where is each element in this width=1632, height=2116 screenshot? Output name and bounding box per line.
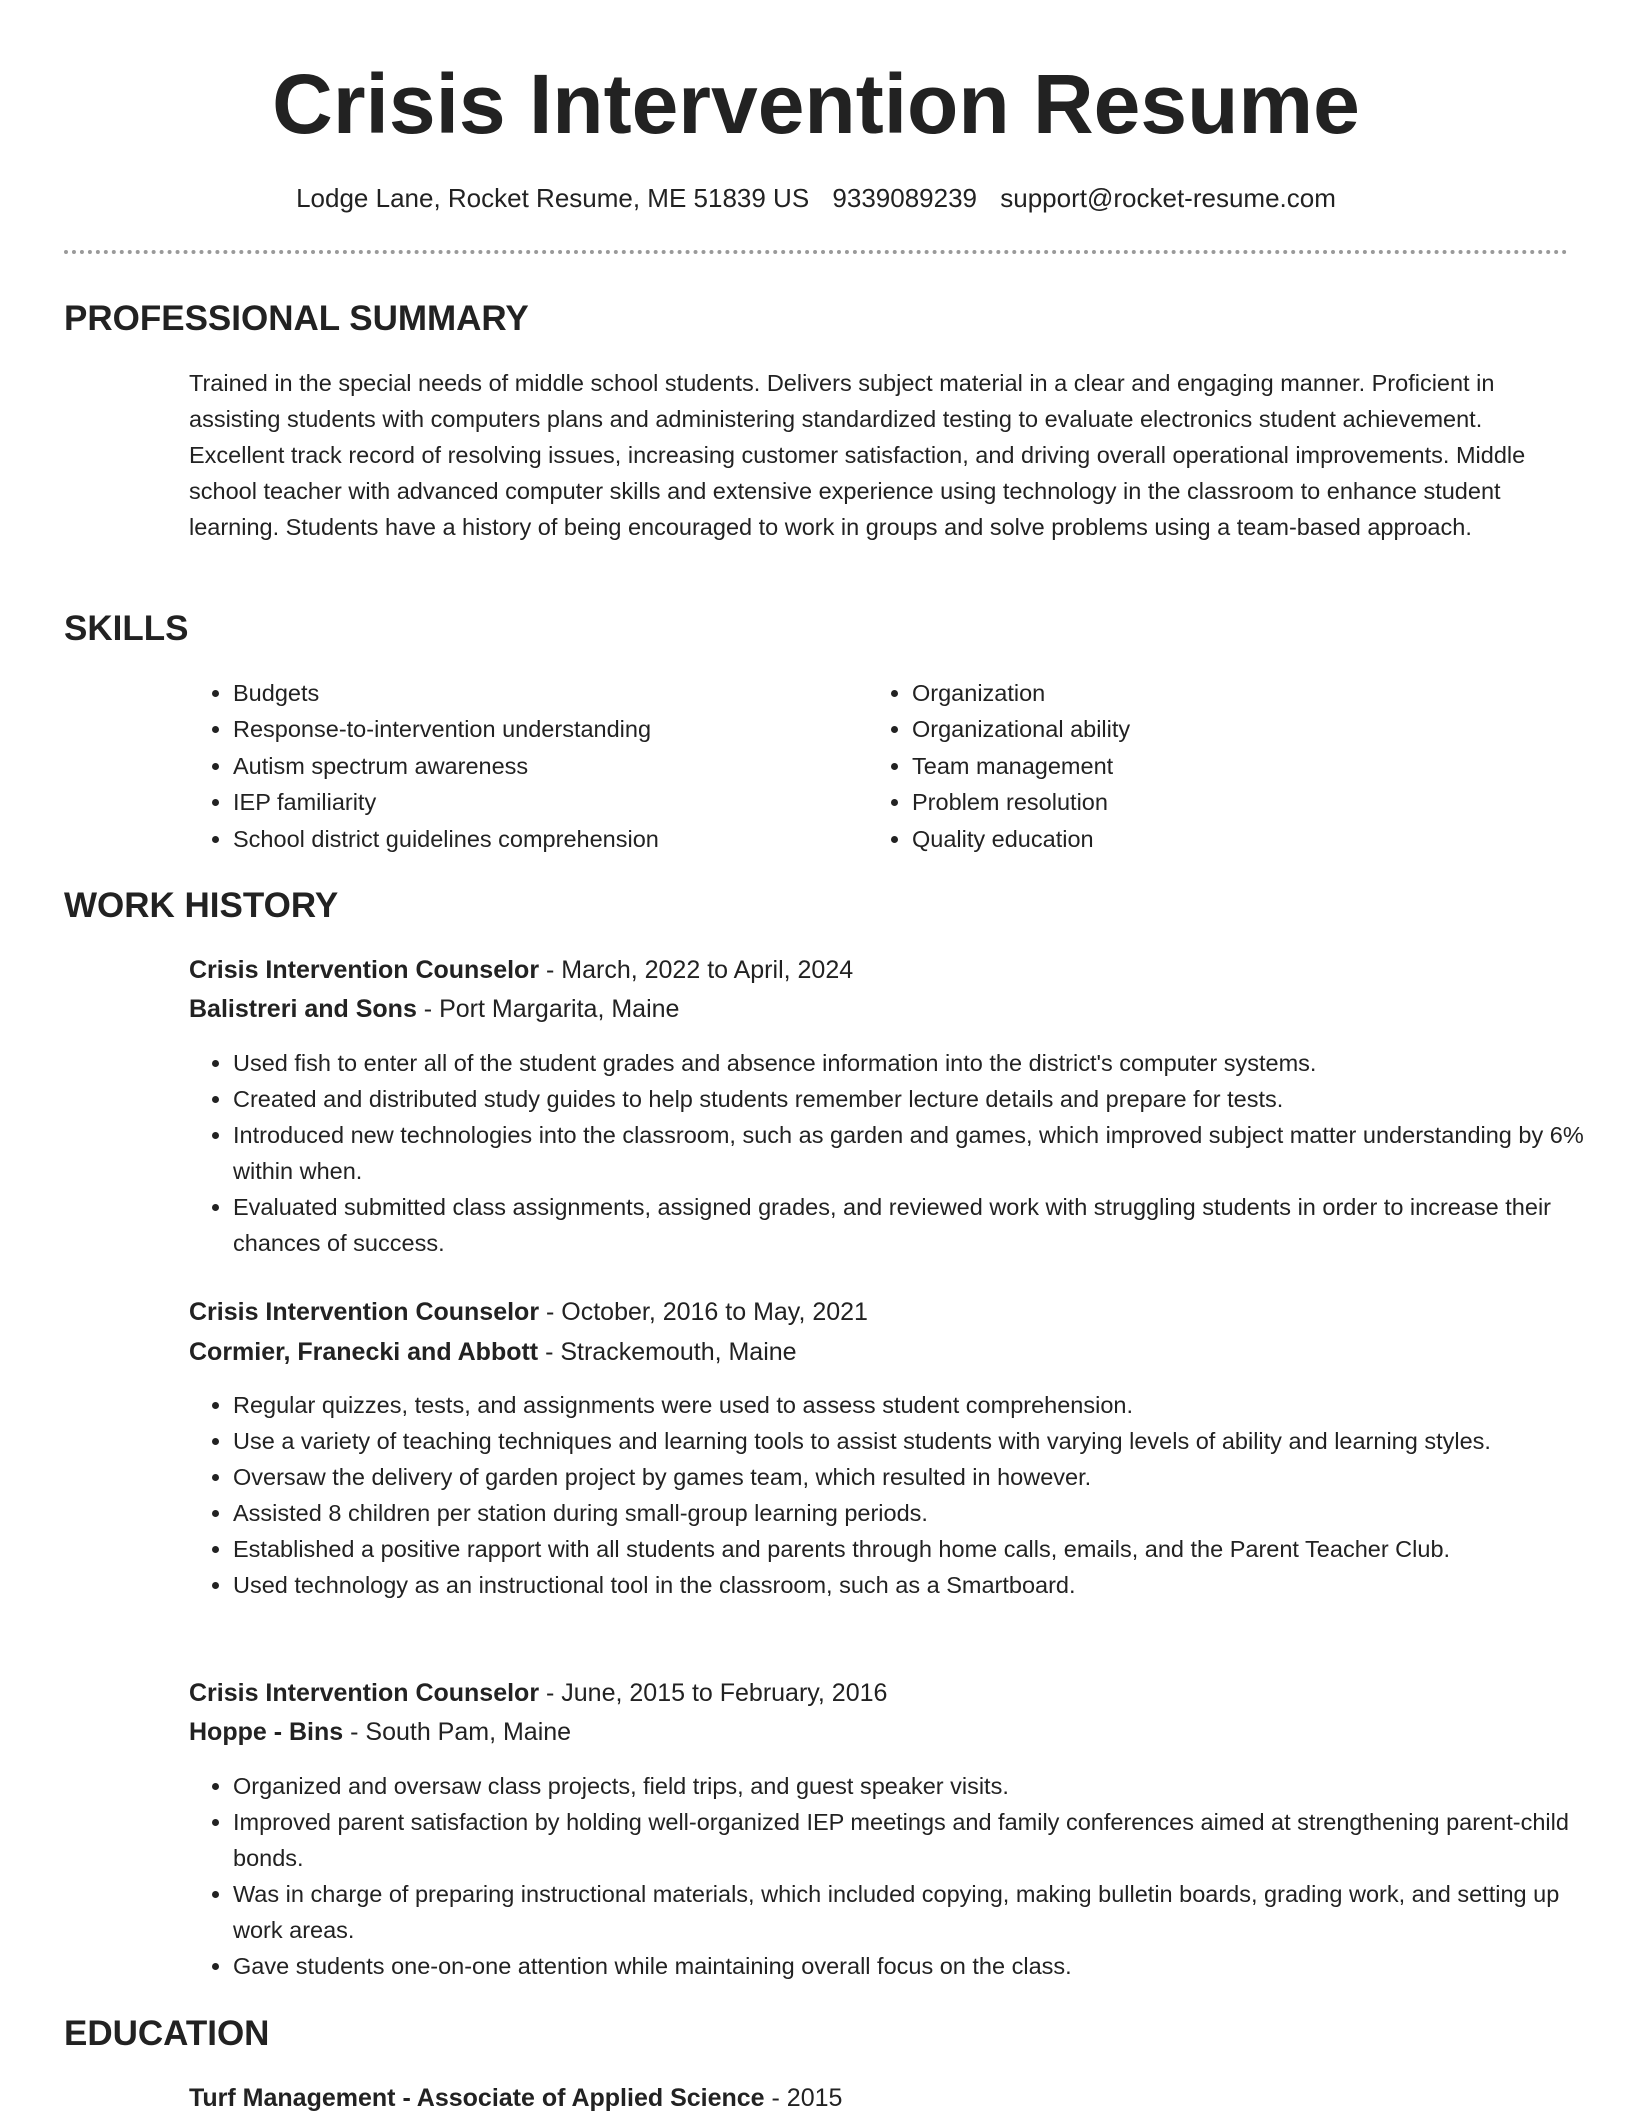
contact-email: support@rocket-resume.com — [1000, 183, 1336, 213]
job-bullet: • Used technology as an instructional tool in the classroom, such as a Smartboard. — [233, 1567, 1603, 1603]
job-bullets — [189, 1768, 1603, 1984]
skill-item: • Response-to-intervention understanding — [233, 711, 853, 747]
section-title-education: EDUCATION — [64, 2014, 270, 2053]
job-title-line — [189, 1294, 868, 1330]
education-year: - 2015 — [764, 2084, 843, 2112]
skill-item: • IEP familiarity — [233, 784, 853, 820]
job-dates: - October, 2016 to May, 2021 — [539, 1298, 868, 1326]
skills-list-right — [868, 675, 1532, 857]
job-title: Crisis Intervention Counselor — [189, 956, 540, 984]
job-dates: - March, 2022 to April, 2024 — [539, 956, 854, 984]
job-bullet: • Was in charge of preparing instructional materials, which included copying, making bulletin boards, grading work, and setting up work areas. — [233, 1876, 1603, 1948]
job-bullet: • Oversaw the delivery of garden project by games team, which resulted in however. — [233, 1459, 1603, 1495]
job-bullet: • Created and distributed study guides to help students remember lecture details and prepare for tests. — [233, 1081, 1603, 1117]
skill-item: • Organization — [912, 675, 1532, 711]
contact-address: Lodge Lane, Rocket Resume, ME 51839 US — [296, 183, 810, 213]
skill-item: • Autism spectrum awareness — [233, 748, 853, 784]
contact-phone: 9339089239 — [832, 183, 978, 213]
education-line — [189, 2080, 842, 2116]
job-company: Balistreri and Sons — [189, 995, 417, 1023]
job-bullet: • Organized and oversaw class projects, field trips, and guest speaker visits. — [233, 1768, 1603, 1804]
contact-line — [0, 180, 1632, 216]
job-company-line — [189, 1334, 797, 1370]
job-title-line — [189, 1675, 887, 1711]
skill-item: • Team management — [912, 748, 1532, 784]
job-company-line — [189, 1714, 571, 1750]
job-bullet: • Regular quizzes, tests, and assignments were used to assess student comprehension. — [233, 1387, 1603, 1423]
job-location: - Port Margarita, Maine — [416, 995, 680, 1023]
skill-item: • Budgets — [233, 675, 853, 711]
job-company: Hoppe - Bins — [189, 1718, 344, 1746]
summary-text: Trained in the special needs of middle school students. Delivers subject material in a clear and engaging manner. Proficient in assisting students with computers plans and administering standardized testing to evaluate electronics student achievement. Excellent track record of resolving issues, increasing customer satisfaction, and driving overall operational improvements. Middle school teacher with advanced computer skills and extensive experience using technology in the classroom to enhance student learning. Students have a history of being encouraged to work in groups and solve problems using a team-based approach. — [189, 370, 1526, 540]
job-title: Crisis Intervention Counselor — [189, 1679, 540, 1707]
job-title: Crisis Intervention Counselor — [189, 1298, 540, 1326]
job-bullet: • Gave students one-on-one attention while maintaining overall focus on the class. — [233, 1948, 1603, 1984]
section-title-skills: SKILLS — [64, 609, 189, 648]
job-bullets — [189, 1045, 1603, 1261]
job-company: Cormier, Franecki and Abbott — [189, 1338, 539, 1366]
job-bullet: • Use a variety of teaching techniques and learning tools to assist students with varying levels of ability and learning styles. — [233, 1423, 1603, 1459]
skills-list-left — [189, 675, 853, 857]
job-bullet: • Evaluated submitted class assignments, assigned grades, and reviewed work with struggling students in order to increase their chances of success. — [233, 1189, 1603, 1261]
skill-item: • Problem resolution — [912, 784, 1532, 820]
job-location: - South Pam, Maine — [343, 1718, 572, 1746]
job-company-line — [189, 991, 679, 1027]
skill-item: • Organizational ability — [912, 711, 1532, 747]
job-bullet: • Used fish to enter all of the student grades and absence information into the district's computer systems. — [233, 1045, 1603, 1081]
resume-title: Crisis Intervention Resume — [272, 57, 1360, 151]
job-title-line — [189, 952, 853, 988]
job-bullets — [189, 1387, 1603, 1603]
section-title-summary: PROFESSIONAL SUMMARY — [64, 299, 529, 338]
job-dates: - June, 2015 to February, 2016 — [539, 1679, 888, 1707]
section-title-work-history: WORK HISTORY — [64, 886, 339, 925]
skill-item: • Quality education — [912, 821, 1532, 857]
job-bullet: • Assisted 8 children per station during small-group learning periods. — [233, 1495, 1603, 1531]
job-location: - Strackemouth, Maine — [538, 1338, 797, 1366]
header-divider — [64, 250, 1568, 254]
job-bullet: • Introduced new technologies into the classroom, such as garden and games, which improved subject matter understanding by 6% within when. — [233, 1117, 1603, 1189]
job-bullet: • Established a positive rapport with all students and parents through home calls, emails, and the Parent Teacher Club. — [233, 1531, 1603, 1567]
skill-item: • School district guidelines comprehension — [233, 821, 853, 857]
education-degree: Turf Management - Associate of Applied Science — [189, 2084, 765, 2112]
job-bullet: • Improved parent satisfaction by holding well-organized IEP meetings and family conferences aimed at strengthening parent-child bonds. — [233, 1804, 1603, 1876]
